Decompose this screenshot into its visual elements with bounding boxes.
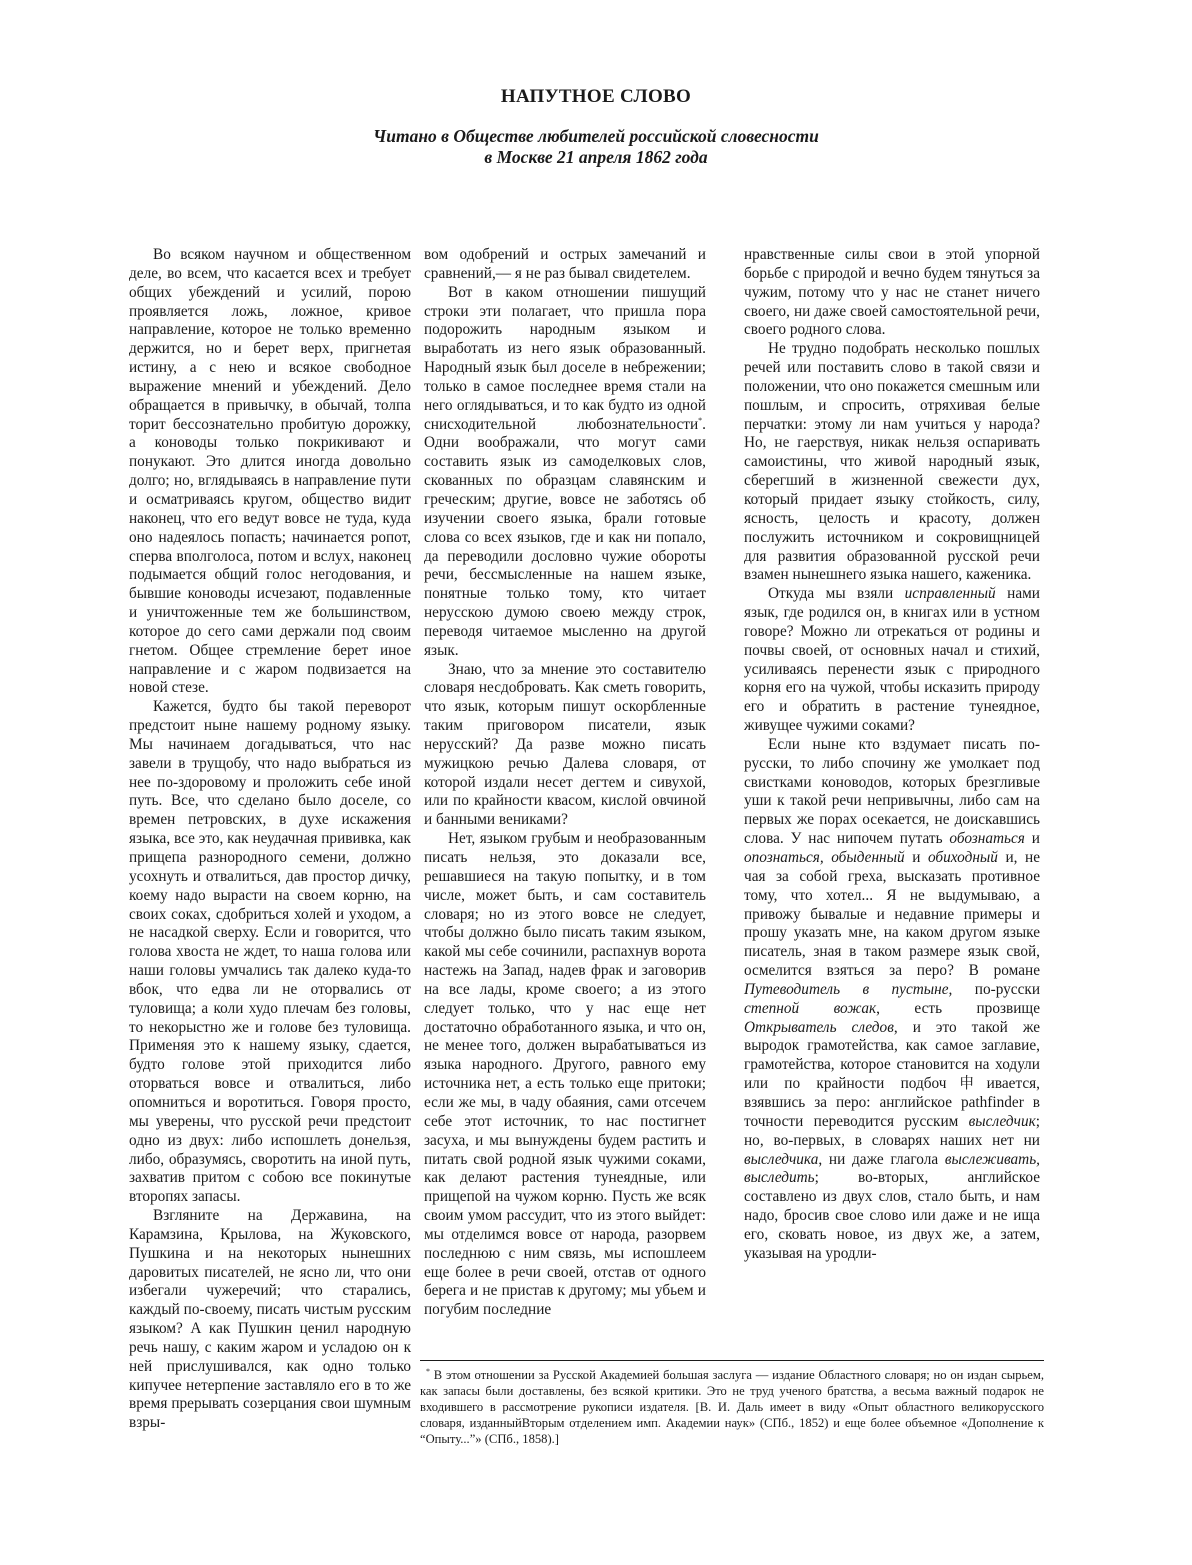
footnote-mark: * [426,1366,430,1376]
italic-term: обознаться [949,830,1025,848]
italic-term: исправленный [904,585,996,603]
paragraph: Взгляните на Державина, на Карамзина, Крылова, на Жуковского, Пушкина и на некоторых нынешних даровитых писателей, не ясно ли, что они избегали чужеречий; что старались, каждый по-своему, писать чистым русским языком? А как Пушкин ценил народную речь нашу, с каким жаром и усладою он к ней прислушивался, как одно только кипучее нетерпение заставляло его в то же время прерывать созерцания свои шумным взры- [129,1207,411,1432]
paragraph-text: и [1024,830,1040,848]
italic-term: выследчика [744,1150,819,1168]
paragraph-text: по-русски [952,980,1041,998]
paragraph-text: . Одни воображали, что могут сами составить язык из самоделковых слов, скованных по образцам славянским и греческим; другие, вовсе не заботясь об изучении своего языка, брали готовые слова со всех языков, где и как ни попало, да переводили дословно чужие обороты речи, бессмысленные на нашем языке, понятные только тому, кто читает нерусскою думою своею между строк, переводя читаемое мысленно на другой язык. [424,415,706,659]
subtitle-line-2: в Москве 21 апреля 1862 года [484,147,708,167]
italic-term: выследчик [968,1112,1036,1130]
paragraph-text: и [904,849,928,866]
paragraph: Нет, языком грубым и необразованным писать нельзя, это доказали все, решавшиеся на такую попытку, и в том числе, может быть, и сам составитель словаря; но из этого вовсе не следует, чтобы должно было писать таким языком, какой мы себе сочинили, распахнув ворота настежь на Запад, надев фрак и заговорив на все лады, кроме своего; а из этого следует только, что у нас еще нет достаточно обработанного языка, и что он, не менее того, должен вырабатываться из языка народного. Другого, равного ему источника нет, а есть только еще притоки; если же мы, в чаду обаяния, сами отсечем себе этот источник, то нас постигнет засуха, и мы вынуждены будем растить и питать свой родной язык чужими соками, как делают растения тунеядные, или прищепой на чужом корню. Пусть же всяк своим умом рассудит, что из этого выйдет: мы отделимся вовсе от народа, разорвем последнюю с ним связь, мы испошлеем еще более в речи своей, отстав от одного берега и не пристав к другому; мы убьем и погубим последние [424,830,706,1319]
italic-term: степной вожак [744,999,877,1017]
paragraph-text: ; во-вторых, английское составлено из двух слов, стало быть, и нам надо, бросив свое слово или даже и не ища его, сковать новое, из двух же, а затем, указывая на уродли- [744,1169,1040,1262]
subtitle-line-1: Читано в Обществе любителей российской словесности [373,126,819,146]
paragraph-text: нами язык, где родился он, в книгах или в устном говоре? Можно ли отрекаться от родины и почвы своей, от основных начал и стихий, усиливаясь перенести язык с природного корня его на чужой, чтобы исказить природу его и обратить в растение тунеядное, живущее чужими соками? [744,585,1040,735]
paragraph-text: Вот в каком отношении пишущий строки эти полагает, что пришла пора подорожить народным языком и выработать из него язык образованный. Народный язык был доселе в небрежении; только в самое последнее время стали на него оглядываться, и то как будто из одной снисходительной любознательности [424,283,706,433]
text-column-3 [744,246,1040,1264]
paragraph: нравственные силы свои в этой упорной борьбе с природой и вечно будем тянуться за чужим, потому что у нас не станет ничего своего, ни даже своей самостоятельной речи, своего родного слова. [744,246,1040,339]
paragraph-text: , ни даже глагола [818,1150,945,1168]
paragraph [424,284,706,661]
paragraph-text: , и это такой же выродок грамотейства, как самое заглавие, грамотейства, которое становится на ходули или по крайности подбоч申ивается, взявшись за перо: английское pathfinder в точности переводится русским [744,1018,1040,1130]
text-column-1 [129,246,411,1433]
italic-term: опознаться, обыденный [744,849,905,866]
text-column-2 [424,246,706,1320]
italic-term: Путеводитель в пустыне, [744,980,953,998]
paragraph-text: ; но, во-первых, в словарях наших нет ни [744,1112,1040,1149]
italic-term: обиходный [927,849,998,866]
footnote [420,1367,1044,1447]
paragraph: Знаю, что за мнение это составителю словаря несдобровать. Как сметь говорить, что язык, которым пишут оскорбленные таким приговором писатели, язык нерусский? Да разве можно писать мужицкою речью Далева словаря, от которой издали несет дегтем и сивухой, или по крайности квасом, кислой овчиной и банными вениками? [424,660,706,829]
paragraph-text: Откуда мы взяли [768,585,905,603]
paragraph-text: Если ныне кто вздумает писать по-русски, то либо спочину же умолкает под свистками коноводов, которых брезгливые уши к такой речи непривычны, либо сам на первых же порах осекается, не доискавшись слова. У нас нипочем путать [744,735,1040,848]
footnote-divider [420,1360,1044,1361]
paragraph: Во всяком научном и общественном деле, во всем, что касается всех и требует общих убеждений и усилий, порою проявляется ложь, ложное, кривое направление, которое не только временно держится, но и берет верх, пригнетая истину, а с нею и всякое свободное выражение мнений и убеждений. Дело обращается в привычку, в обычай, толпа торит бессознательно пробитую дорожку, а коноводы только покрикивают и понукают. Это длится иногда довольно долго; но, вглядываясь в направление пути и осматриваясь кругом, общество видит наконец, что его ведут вовсе не туда, куда оно надеялось попасть; начинается ропот, сперва вполголоса, потом и вслух, наконец подымается общий голос негодования, и бывшие коноводы исчезают, подавленные и уничтоженные тем же большинством, которое до сего сами держали под своим гнетом. Общее стремление берет иное направление и с жаром подвизается на новой стезе. [129,246,411,697]
paragraph: Не трудно подобрать несколько пошлых речей или поставить слово в такой связи и положении, что оно покажется смешным или пошлым, и спросить, отряхивая белые перчатки: этому ли нам учиться у народа? Но, не гаерствуя, никак нельзя оспаривать самоистины, что живой народный язык, сберегший в жизненной свежести дух, который придает языку стойкость, силу, ясность, целость и красоту, должен послужить источником и сокровищницей для развития образованной русской речи взамен нынешнего языка нашего, каженика. [744,340,1040,584]
footnote-text [420,1367,1044,1447]
paragraph [744,736,1040,1264]
paragraph: вом одобрений и острых замечаний и сравнений,— я не раз бывал свидетелем. [424,246,706,282]
italic-term: выслеживать, выследить [744,1150,1040,1187]
paragraph-text: и, не чая за собой греха, высказать противное тому, что хотел... Я не выдумываю, а привожу бывалые и недавние примеры и прошу указать мне, на каком другом языке писатель, зная в таком размере язык свой, осмелится взяться за перо? В романе [744,849,1041,980]
paragraph [744,585,1040,736]
paragraph: Кажется, будто бы такой переворот предстоит ныне нашему родному языку. Мы начинаем догадываться, что нас завели в трущобу, что надо выбраться из нее по-здоровому и проложить себе иной путь. Все, что сделано было доселе, со времен петровских, в духе искажения языка, все это, как неудачная прививка, как прищепа разнородного семени, должно усохнуть и отвалиться, дав простор дичку, коему надо вырасти на своем корню, на своих соках, сдобриться холей и уходом, а не насадкой сверху. Если и говорится, что голова хвоста не ждет, то наша голова или наши головы умчались так далеко куда-то вбок, что едва ли не оторвались от туловища; а коли худо плечам без головы, то некорыстно же и голове без туловища. Применяя это к нашему языку, сдается, будто голове этой приходится либо оторваться вовсе и отвалиться, либо опомниться и воротиться. Говоря просто, мы уверены, что русской речи предстоит одно из двух: либо испошлеть донельзя, либо, образумясь, своротить на иной путь, захватив притом с собою все покинутые второпях запасы. [129,698,411,1206]
footnote-body: В этом отношении за Русской Академией большая заслуга — издание Областного словаря; но он издан сырьем, как запасы были доставлены, без всякой критики. Это не труд ученого братства, а весьма важный подарок не входившего в рассмотрение рукописи издателя. [В. И. Даль имеет в виду «Опыт областного великорусского словаря, изданныйВторым отделением имп. Академии наук» (СПб., 1852) и еще более объемное «Дополнение к “Опыту...”» (СПб., 1858).] [420,1368,1044,1446]
italic-term: Открыватель следов [744,1018,894,1036]
page-title: НАПУТНОЕ СЛОВО [500,86,692,107]
page-subtitle [0,126,1192,168]
paragraph-text: , есть прозвище [876,999,1040,1017]
footnote-reference[interactable]: * [698,415,703,425]
